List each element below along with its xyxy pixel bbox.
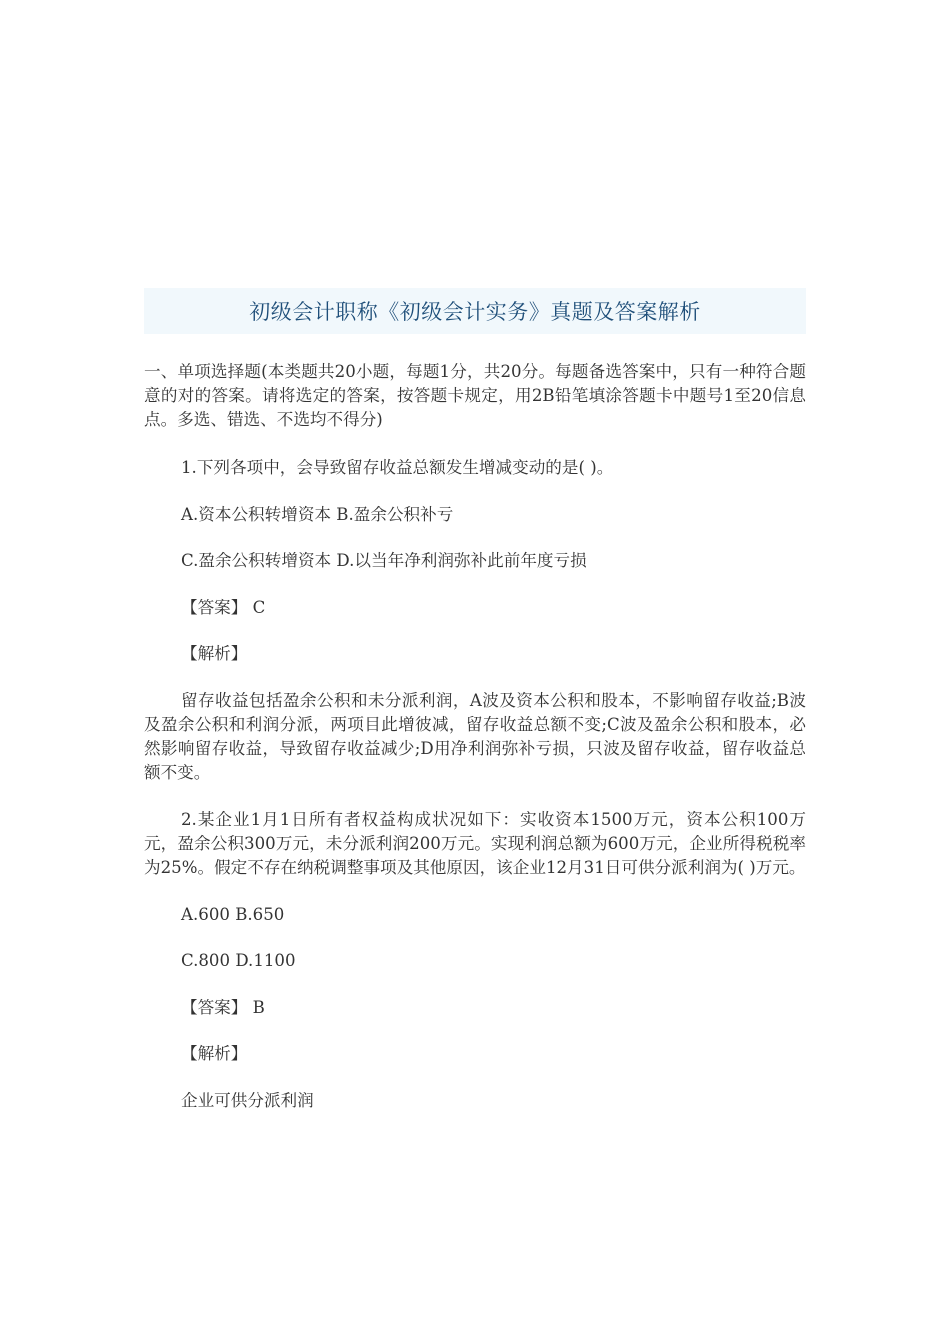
question-2-options-cd: C.800 D.1100 bbox=[181, 951, 296, 970]
question-1-options-cd: C.盈余公积转增资本 D.以当年净利润弥补此前年度亏损 bbox=[181, 551, 587, 570]
question-1-analysis: 留存收益包括盈余公积和未分派利润，A波及资本公积和股本，不影响留存收益;B波及盈余公积和利润分派，两项目此增彼减，留存收益总额不变;C波及盈余公积和股本，必然影响留存收益，导致留存收益减少;D用净利润弥补亏损，只波及留存收益，留存收益总额不变。 bbox=[144, 690, 806, 782]
question-1-options-ab: A.资本公积转增资本 B.盈余公积补亏 bbox=[181, 504, 454, 524]
title-banner bbox=[144, 288, 806, 334]
question-2-analysis-label: 【解析】 bbox=[181, 1044, 248, 1063]
question-1-stem: 1.下列各项中，会导致留存收益总额发生增减变动的是( )。 bbox=[181, 458, 614, 477]
question-2-stem: 2.某企业1月1日所有者权益构成状况如下：实收资本1500万元，资本公积100万元，盈余公积300万元，未分派利润200万元。实现利润总额为600万元，企业所得税税率为25%。假定不存在纳税调整事项及其他原因，该企业12月31日可供分派利润为( )万元。 bbox=[144, 810, 806, 877]
question-2-answer: 【答案】 B bbox=[181, 997, 265, 1017]
question-1-answer: 【答案】 C bbox=[181, 597, 266, 617]
section-heading: 一、单项选择题(本类题共20小题，每题1分，共20分。每题备选答案中，只有一种符合题意的对的答案。请将选定的答案，按答题卡规定，用2B铅笔填涂答题卡中题号1至20信息点。多选、错选、不选均不得分) bbox=[144, 362, 806, 429]
question-1-analysis-label: 【解析】 bbox=[181, 644, 248, 663]
document-page bbox=[144, 288, 806, 1113]
document-title: 初级会计职称《初级会计实务》真题及答案解析 bbox=[249, 300, 701, 324]
question-2-analysis: 企业可供分派利润 bbox=[181, 1090, 314, 1110]
question-2-options-ab: A.600 B.650 bbox=[181, 904, 285, 924]
